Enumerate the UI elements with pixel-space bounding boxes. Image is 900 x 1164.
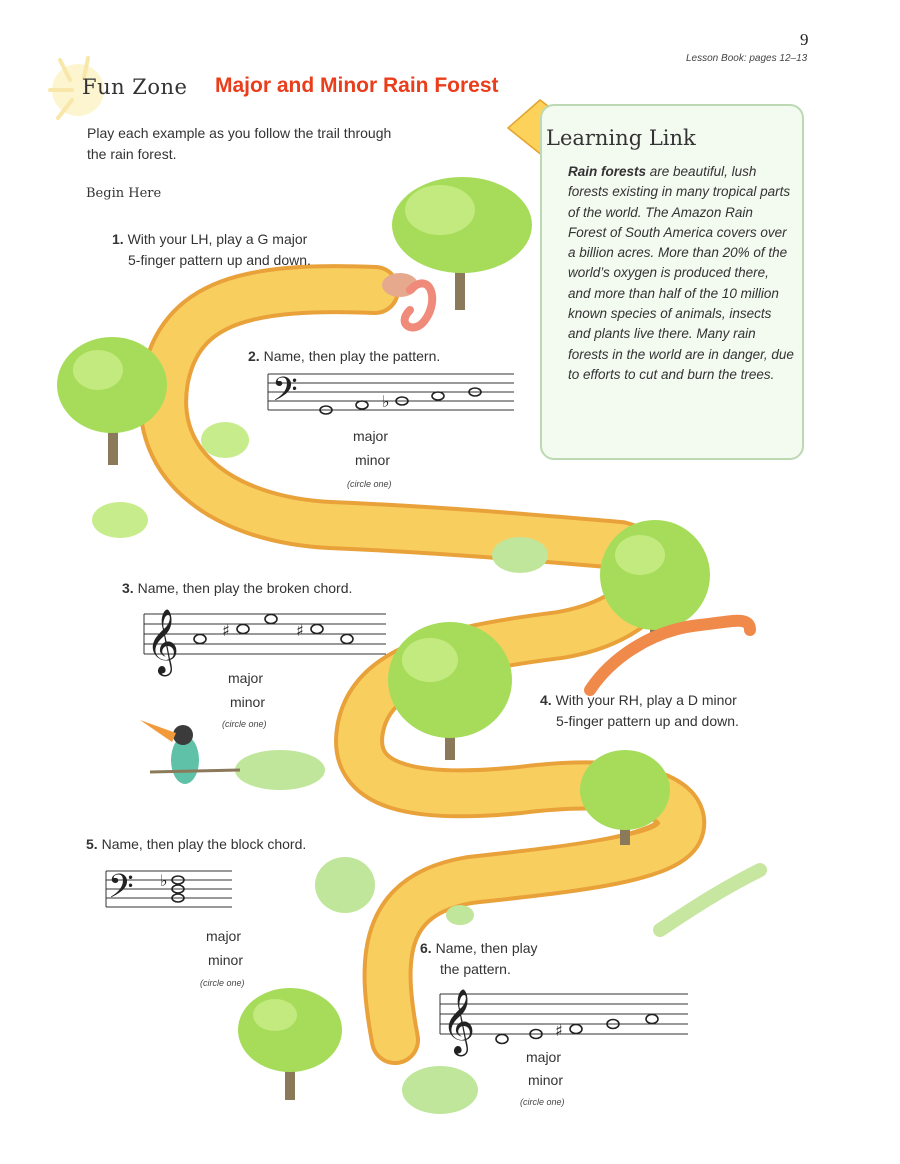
svg-text:𝄢: 𝄢 xyxy=(272,371,298,417)
exercise-3-text: Name, then play the broken chord. xyxy=(137,580,353,596)
exercise-3-number: 3. xyxy=(122,580,134,596)
exercise-2-text: Name, then play the pattern. xyxy=(263,348,441,364)
note-fsharp xyxy=(570,1025,582,1034)
note-c xyxy=(432,392,444,400)
exercise-1-text: With your LH, play a G major xyxy=(127,231,308,247)
note-e xyxy=(265,615,277,624)
learning-link-body: are beautiful, lush forests existing in many tropical parts of the world. The Amazon Rain Forest of South America covers over a billion acres. More than 20% of the world’s oxygen is produced there, and more than half of the 10 million known species of animals, insects and plants live there. Many rain forests in the world are in danger, due to efforts to cut and burn the trees. xyxy=(568,164,794,382)
intro-text: Play each example as you follow the trail through the rain forest. xyxy=(87,125,392,162)
notes-exercise-6 xyxy=(496,1015,658,1044)
exercise-6 xyxy=(420,938,538,980)
note-csharp xyxy=(237,625,249,634)
exercise-4-text: With your RH, play a D minor xyxy=(555,692,737,708)
exercise-2 xyxy=(248,346,440,367)
exercise-6-circle-note: (circle one) xyxy=(520,1097,565,1107)
exercise-6-major[interactable]: major xyxy=(526,1049,562,1065)
exercise-6-minor[interactable]: minor xyxy=(528,1072,564,1088)
exercise-4-text-2: 5-finger pattern up and down. xyxy=(556,713,739,729)
bass-clef-icon xyxy=(272,371,298,417)
section-label: Fun Zone xyxy=(82,75,188,99)
exercise-4 xyxy=(540,690,739,732)
sharp-icon: ♯ xyxy=(222,621,230,640)
exercise-2-circle-note: (circle one) xyxy=(347,479,392,489)
bass-clef-icon: 𝄢 xyxy=(108,868,134,914)
treble-clef-icon: 𝄞 xyxy=(442,989,476,1054)
exercise-1 xyxy=(112,229,311,271)
notes-exercise-3 xyxy=(194,615,353,644)
learning-link-text xyxy=(568,162,794,385)
note-a xyxy=(341,635,353,644)
tree-bottom-left xyxy=(238,988,342,1100)
exercise-1-number: 1. xyxy=(112,231,124,247)
exercise-3-major[interactable]: major xyxy=(228,670,264,686)
exercise-5-circle-note: (circle one) xyxy=(200,978,245,988)
exercise-2-number: 2. xyxy=(248,348,260,364)
exercise-5-major[interactable]: major xyxy=(206,928,242,944)
exercise-1-text-2: 5-finger pattern up and down. xyxy=(128,252,311,268)
alligator-icon xyxy=(660,870,760,930)
tree-center xyxy=(388,622,512,760)
exercise-4-number: 4. xyxy=(540,692,552,708)
exercise-6-text-2: the pattern. xyxy=(440,961,511,977)
note-a xyxy=(356,401,368,409)
treble-clef-icon: 𝄞 xyxy=(146,609,180,674)
flat-icon: ♭ xyxy=(160,871,168,890)
page-title: Major and Minor Rain Forest xyxy=(215,74,499,97)
exercise-5-text: Name, then play the block chord. xyxy=(101,836,307,852)
note-csharp xyxy=(311,625,323,634)
exercise-5-number: 5. xyxy=(86,836,98,852)
note-a xyxy=(194,635,206,644)
exercise-6-number: 6. xyxy=(420,940,432,956)
toucan-icon xyxy=(140,720,240,784)
exercise-5-minor[interactable]: minor xyxy=(208,952,244,968)
sharp-icon: ♯ xyxy=(555,1021,563,1040)
note-d xyxy=(496,1035,508,1044)
exercise-6-text: Name, then play xyxy=(435,940,538,956)
exercise-5 xyxy=(86,834,306,855)
learning-link-bold-lead: Rain forests xyxy=(568,164,647,179)
lesson-reference: Lesson Book: pages 12–13 xyxy=(686,53,808,64)
note-a xyxy=(646,1015,658,1024)
learning-link-heading: Learning Link xyxy=(546,126,696,150)
page-number: 9 xyxy=(800,30,809,49)
flat-icon: ♭ xyxy=(382,392,390,411)
exercise-3 xyxy=(122,578,352,599)
exercise-2-major[interactable]: major xyxy=(353,428,389,444)
exercise-3-minor[interactable]: minor xyxy=(230,694,266,710)
exercise-3-circle-note: (circle one) xyxy=(222,719,267,729)
sharp-icon: ♯ xyxy=(296,621,304,640)
staff-exercise-2 xyxy=(268,374,514,410)
exercise-2-minor[interactable]: minor xyxy=(355,452,391,468)
begin-here-label: Begin Here xyxy=(86,186,162,201)
